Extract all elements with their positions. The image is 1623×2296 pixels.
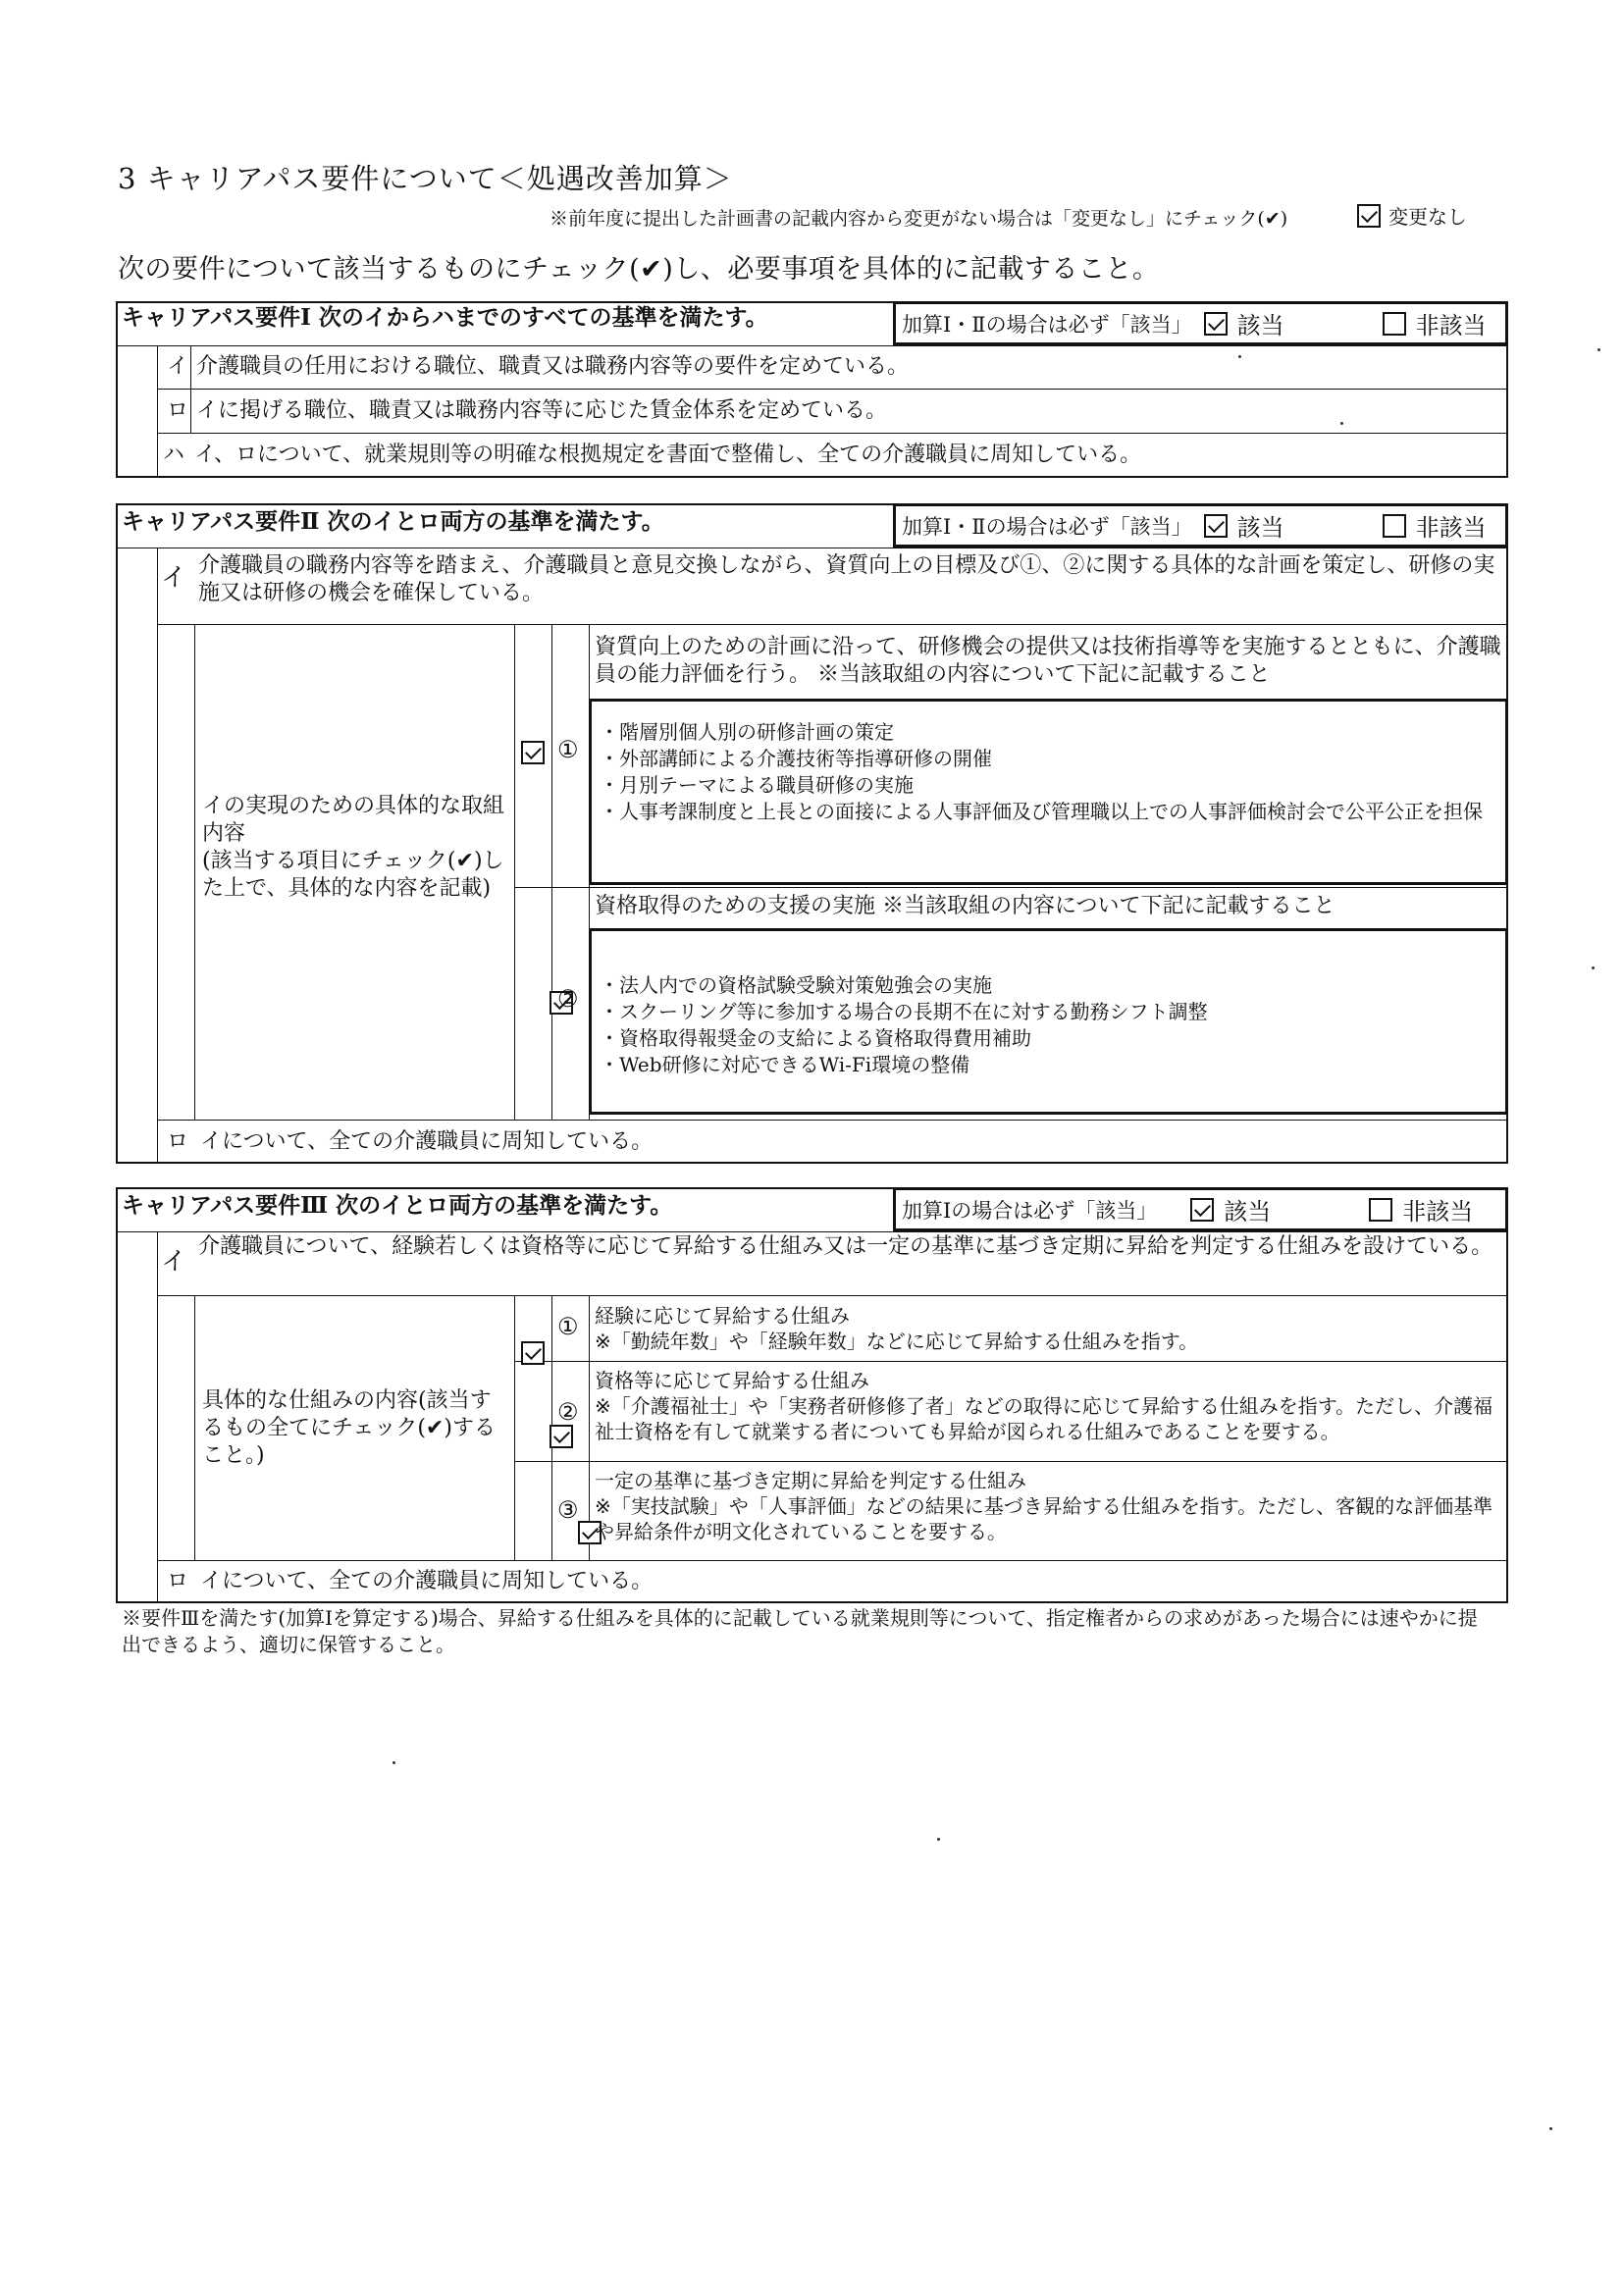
req1-not-applicable-label: 非該当 <box>1415 312 1487 339</box>
req3-item2-text: 資格等に応じて昇給する仕組み ※「介護福祉士」や「実務者研修修了者」などの取得に応じて昇給する仕組みを指す。ただし、介護福祉士資格を有して就業する者についても昇給が図られる仕組みであることを要する。 <box>595 1369 1493 1443</box>
req2-item1-content[interactable]: ・階層別個人別の研修計画の策定 ・外部講師による介護技術等指導研修の開催 ・月別テーマによる職員研修の実施 ・人事考課制度と上長との面接による人事評価及び管理職以上での人事評価検討会で公平公正を担保 <box>589 699 1508 885</box>
divider <box>194 624 195 1120</box>
req2-title: キャリアパス要件Ⅱ 次のイとロ両方の基準を満たす。 <box>122 508 664 535</box>
scan-speck <box>1340 422 1343 425</box>
divider <box>157 433 1508 434</box>
divider <box>157 624 1508 625</box>
divider <box>157 1231 158 1603</box>
req1-row-key: ハ <box>163 443 185 467</box>
req1-applicable-option[interactable] <box>1204 306 1284 340</box>
scan-speck <box>1238 355 1241 358</box>
divider <box>157 345 158 478</box>
divider <box>157 1560 1508 1561</box>
req3-ro-text: イについて、全ての介護職員に周知している。 <box>200 1569 654 1593</box>
req3-applicable-checkbox[interactable] <box>1190 1198 1214 1222</box>
req1-not-applicable-checkbox[interactable] <box>1383 312 1406 336</box>
req2-item2-description: 資格取得のための支援の実施 ※当該取組の内容について下記に記載すること <box>595 894 1335 918</box>
divider <box>514 624 515 1120</box>
divider <box>157 389 1508 390</box>
scan-speck <box>1592 966 1595 969</box>
section-title: 3 キャリアパス要件について＜処遇改善加算＞ <box>118 162 733 195</box>
footnote: ※要件Ⅲを満たす(加算Ⅰを算定する)場合、昇給する仕組みを具体的に記載している就業規則等について、指定権者からの求めがあった場合には速やかに提出できるよう、適切に保管すること。 <box>122 1606 1478 1656</box>
divider <box>514 1461 1508 1462</box>
req2-item1-checkbox[interactable] <box>521 741 545 764</box>
req1-not-applicable-option[interactable] <box>1383 306 1487 340</box>
req3-applicability-box <box>893 1187 1508 1231</box>
req3-i-text: 介護職員について、経験若しくは資格等に応じて昇給する仕組み又は一定の基準に基づき定期に昇給を判定する仕組みを設けている。 <box>198 1234 1493 1259</box>
req2-item1-description: 資質向上のための計画に沿って、研修機会の提供又は技術指導等を実施するとともに、介護職員の能力評価を行う。 ※当該取組の内容について下記に記載すること <box>595 635 1501 687</box>
req1-row-key: イ <box>167 354 189 379</box>
divider <box>157 1295 1508 1296</box>
req2-i-text: 介護職員の職務内容等を踏まえ、介護職員と意見交換しながら、資質向上の目標及び①、②に関する具体的な計画を策定し、研修の実施又は研修の機会を確保している。 <box>198 553 1495 605</box>
req3-ro-key: ロ <box>167 1569 189 1593</box>
req3-item2-number: ② <box>557 1398 579 1426</box>
no-change-option[interactable] <box>1357 201 1467 230</box>
req2-applicability-box <box>893 503 1508 548</box>
scan-speck <box>393 1761 395 1764</box>
req3-title: キャリアパス要件Ⅲ 次のイとロ両方の基準を満たす。 <box>122 1192 673 1219</box>
req2-detail-label: イの実現のための具体的な取組内容 (該当する項目にチェック(✔)した上で、具体的な内容を記載) <box>202 794 505 901</box>
req2-applicable-option[interactable] <box>1204 508 1284 543</box>
req3-applicable-label: 該当 <box>1224 1198 1272 1226</box>
divider <box>514 1295 515 1560</box>
req2-item2-content[interactable]: ・法人内での資格試験受験対策勉強会の実施 ・スクーリング等に参加する場合の長期不在に対する勤務シフト調整 ・資格取得報奨金の支給による資格取得費用補助 ・Web研修に対応できるWi-Fi環境の整備 <box>589 928 1508 1115</box>
req1-title: キャリアパス要件Ⅰ 次のイからハまでのすべての基準を満たす。 <box>122 304 768 331</box>
no-change-label: 変更なし <box>1388 205 1467 229</box>
divider <box>194 1295 195 1560</box>
req3-applicable-option[interactable] <box>1190 1192 1271 1226</box>
divider <box>157 548 158 1164</box>
req3-item1-checkbox[interactable] <box>521 1341 545 1365</box>
req1-applicability-box <box>893 301 1508 345</box>
req2-applicable-label: 該当 <box>1236 514 1284 542</box>
req2-item2-number: ② <box>557 985 579 1013</box>
req1-applicable-label: 該当 <box>1236 312 1284 339</box>
req2-item1-number: ① <box>557 736 579 763</box>
req2-i-key: イ <box>161 563 187 593</box>
req1-row-text: イに掲げる職位、職責又は職務内容等に応じた賃金体系を定めている。 <box>196 398 888 423</box>
req2-not-applicable-checkbox[interactable] <box>1383 514 1406 538</box>
req1-row-text: イ、ロについて、就業規則等の明確な根拠規定を書面で整備し、全ての介護職員に周知している。 <box>194 443 1142 467</box>
req3-item1-number: ① <box>557 1313 579 1340</box>
divider <box>514 1361 1508 1362</box>
req3-item2-checkbox[interactable] <box>550 1425 573 1448</box>
req2-ro-key: ロ <box>167 1129 189 1154</box>
req3-item3-text: 一定の基準に基づき定期に昇給を判定する仕組み ※「実技試験」や「人事評価」などの結果に基づき昇給する仕組みを指す。ただし、客観的な評価基準や昇給条件が明文化されていることを要する。 <box>595 1469 1493 1543</box>
instruction-text: 次の要件について該当するものにチェック(✔)し、必要事項を具体的に記載すること。 <box>118 254 1160 285</box>
scan-speck <box>1597 348 1600 351</box>
req1-row-text: 介護職員の任用における職位、職責又は職務内容等の要件を定めている。 <box>196 354 910 379</box>
no-change-checkbox[interactable] <box>1357 204 1381 228</box>
req3-not-applicable-label: 非該当 <box>1402 1198 1474 1226</box>
req3-item3-number: ③ <box>557 1496 579 1524</box>
req2-ro-text: イについて、全ての介護職員に周知している。 <box>200 1129 654 1154</box>
req3-item1-text: 経験に応じて昇給する仕組み ※「勤続年数」や「経験年数」などに応じて昇給する仕組みを指す。 <box>595 1304 1199 1353</box>
scan-speck <box>937 1838 940 1841</box>
no-change-note: ※前年度に提出した計画書の記載内容から変更がない場合は「変更なし」にチェック(✔) <box>550 208 1288 230</box>
req3-condition: 加算Ⅰの場合は必ず「該当」 <box>902 1198 1158 1223</box>
req1-row-key: ロ <box>167 398 189 423</box>
req3-i-key: イ <box>161 1247 187 1277</box>
req1-condition: 加算Ⅰ・Ⅱの場合は必ず「該当」 <box>902 312 1192 337</box>
req2-not-applicable-option[interactable] <box>1383 508 1487 543</box>
req2-applicable-checkbox[interactable] <box>1204 514 1228 538</box>
req3-not-applicable-option[interactable] <box>1369 1192 1473 1226</box>
divider <box>514 887 1508 888</box>
divider <box>551 624 552 1120</box>
divider <box>157 1120 1508 1121</box>
req2-condition: 加算Ⅰ・Ⅱの場合は必ず「該当」 <box>902 514 1192 539</box>
req2-not-applicable-label: 非該当 <box>1415 514 1487 542</box>
divider <box>116 345 1508 346</box>
scan-speck <box>1549 2127 1552 2130</box>
divider <box>190 345 191 433</box>
req3-not-applicable-checkbox[interactable] <box>1369 1198 1392 1222</box>
divider <box>116 1231 1508 1232</box>
req3-detail-label: 具体的な仕組みの内容(該当するもの全てにチェック(✔)すること。) <box>202 1388 496 1468</box>
req1-applicable-checkbox[interactable] <box>1204 312 1228 336</box>
